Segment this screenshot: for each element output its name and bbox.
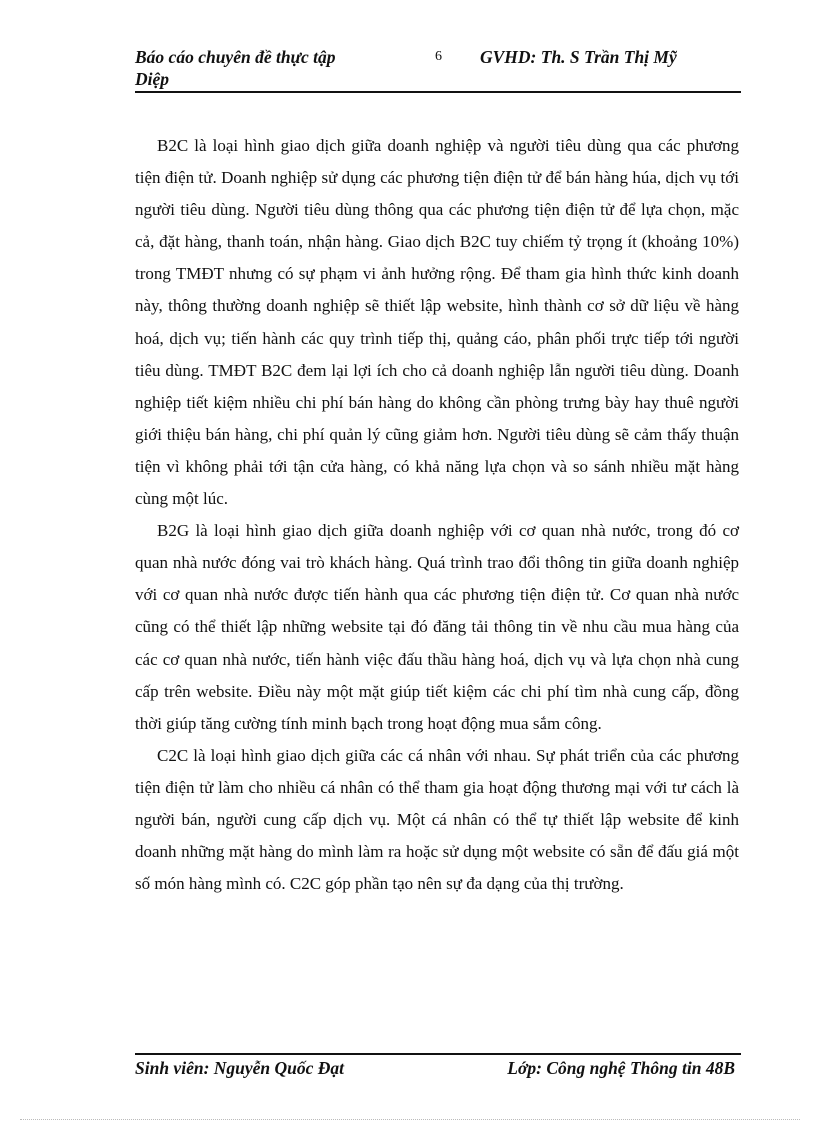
report-title: Báo cáo chuyên đề thực tập — [135, 47, 336, 67]
document-body — [135, 130, 739, 900]
footer-divider — [135, 1053, 741, 1055]
supervisor-label: GVHD: Th. S Trần Thị Mỹ — [480, 47, 677, 67]
page-number: 6 — [435, 49, 442, 64]
header-divider — [135, 91, 741, 93]
report-title-block — [135, 46, 395, 90]
paragraph-b2c: B2C là loại hình giao dịch giữa doanh nghiệp và người tiêu dùng qua các phương tiện điện tử. Doanh nghiệp sử dụng các phương tiện điện tử để bán hàng húa, dịch vụ tới người tiêu dùng. Người tiêu dùng thông qua các phương tiện điện tử để lựa chọn, mặc cả, đặt hàng, thanh toán, nhận hàng. Giao dịch B2C tuy chiếm tỷ trọng ít (khoảng 10%) trong TMĐT nhưng có sự phạm vi ảnh hưởng rộng. Để tham gia hình thức kinh doanh này, thông thường doanh nghiệp sẽ thiết lập website, hình thành cơ sở dữ liệu về hàng hoá, dịch vụ; tiến hành các quy trình tiếp thị, quảng cáo, phân phối trực tiếp tới người tiêu dùng. TMĐT B2C đem lại lợi ích cho cả doanh nghiệp lẫn người tiêu dùng. Doanh nghiệp tiết kiệm nhiều chi phí bán hàng do không cần phòng trưng bày hay thuê người giới thiệu bán hàng, chi phí quản lý cũng giảm hơn. Người tiêu dùng sẽ cảm thấy thuận tiện vì không phải tới tận cửa hàng, có khả năng lựa chọn và so sánh nhiều mặt hàng cùng một lúc. — [135, 136, 739, 509]
paragraph-b2g: B2G là loại hình giao dịch giữa doanh nghiệp với cơ quan nhà nước, trong đó cơ quan nhà nước đóng vai trò khách hàng. Quá trình trao đổi thông tin giữa doanh nghiệp với cơ quan nhà nước được tiến hành qua các phương tiện điện tử. Cơ quan nhà nước cũng có thể thiết lập những website tại đó đăng tải thông tin về nhu cầu mua hàng của các cơ quan nhà nước, tiến hành việc đấu thầu hàng hoá, dịch vụ và lựa chọn nhà cung cấp trên website. Điều này một mặt giúp tiết kiệm các chi phí tìm nhà cung cấp, đồng thời giúp tăng cường tính minh bạch trong hoạt động mua sắm công. — [135, 521, 739, 733]
supervisor-name-continuation: Diệp — [135, 69, 170, 89]
page-footer — [135, 1057, 741, 1083]
class-name: Lớp: Công nghệ Thông tin 48B — [507, 1058, 735, 1078]
page-header — [135, 46, 741, 92]
paragraph-c2c: C2C là loại hình giao dịch giữa các cá nhân với nhau. Sự phát triển của các phương tiện điện tử làm cho nhiều cá nhân có thể tham gia hoạt động thương mại với tư cách là người bán, người cung cấp dịch vụ. Một cá nhân có thể tự thiết lập website để kinh doanh những mặt hàng do mình làm ra hoặc sử dụng một website có sẵn để đấu giá một số món hàng mình có. C2C góp phần tạo nên sự đa dạng của thị trường. — [135, 745, 739, 894]
page-bottom-edge — [20, 1119, 800, 1120]
student-name: Sinh viên: Nguyễn Quốc Đạt — [135, 1058, 345, 1078]
